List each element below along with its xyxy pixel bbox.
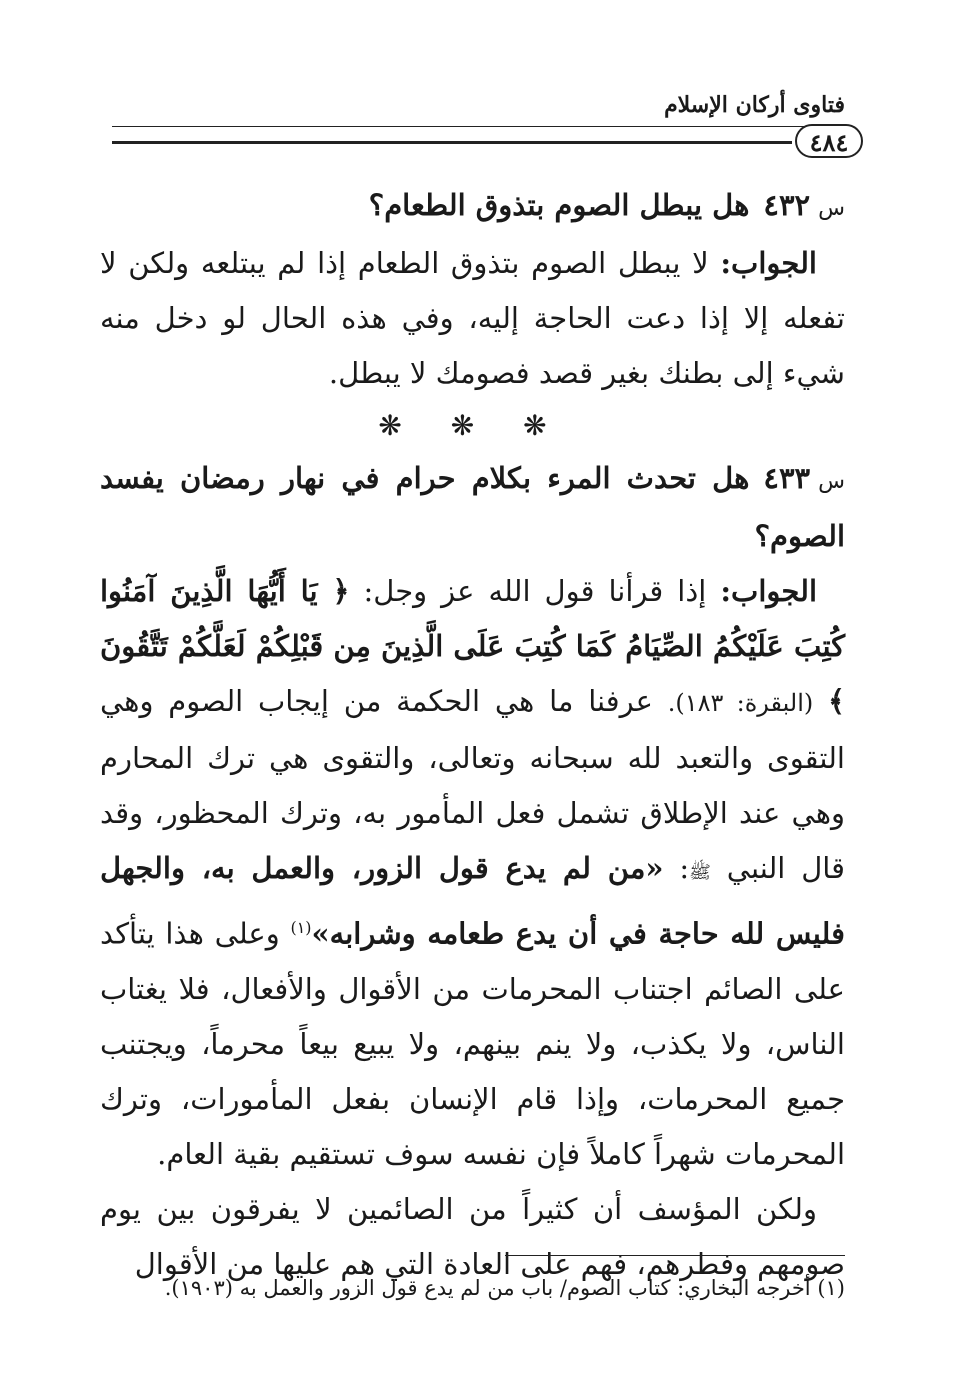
quran-reference: (البقرة: ١٨٣).: [667, 689, 814, 717]
answer-text-part2: وعلى هذا يتأكد على الصائم اجتناب المحرمات من الأقوال والأفعال، فلا يغتاب الناس، ولا يكذب، ولا ينم بينهم، ولا يبيع بيعاً محرماً، ويجتنب جميع المحرمات، وإذا قام الإنسان بفعل المأمورات، وترك المحرمات شهراً كاملاً فإن نفسه سوف تستقيم بقية العام.: [100, 916, 845, 1171]
answer-label: الجواب:: [720, 246, 817, 280]
header-rule-thick: [112, 141, 792, 144]
question-mark-symbol: س: [818, 469, 845, 494]
answer-label: الجواب:: [720, 574, 818, 608]
page-number: ٤٨٤: [795, 124, 863, 158]
quran-verse: ﴿ يَا أَيُّهَا الَّذِينَ آمَنُوا كُتِبَ عَلَيْكُمُ الصِّيَامُ كَمَا كُتِبَ عَلَى الَّذِينَ مِن قَبْلِكُمْ لَعَلَّكُمْ تَتَّقُونَ ﴾: [100, 574, 846, 718]
salutation-symbol: ﷺ: [689, 862, 711, 883]
question-text: هل يبطل الصوم بتذوق الطعام؟: [368, 188, 750, 222]
answer-433: [100, 564, 845, 1182]
footnote-rule: [505, 1255, 845, 1256]
page-body: [100, 178, 845, 1292]
header-rule-thin: [112, 126, 845, 127]
section-separator: ❋ ❋ ❋: [378, 409, 567, 442]
question-432: [100, 178, 845, 236]
running-title: فتاوى أركان الإسلام: [664, 92, 845, 118]
question-number: ٤٣٣: [763, 461, 811, 495]
hadith-quote: «من لم يدع قول الزور، والعمل به، والجهل فليس لله حاجة في أن يدع طعامه وشرابه»: [100, 851, 846, 951]
answer-intro: إذا قرأنا قول الله عز وجل:: [363, 574, 707, 608]
question-433: [100, 451, 845, 564]
footnote: (١) أخرجه البخاري: كتاب الصوم/ باب من لم يدع قول الزور والعمل به (١٩٠٣).: [164, 1276, 845, 1300]
colon: :: [679, 851, 690, 885]
answer-paragraph-2: ولكن المؤسف أن كثيراً من الصائمين لا يفرقون بين يوم صومهم وفطرهم، فهم على العادة التي هم عليها من الأقوال: [100, 1191, 845, 1281]
answer-432: [100, 236, 845, 401]
answer-text-part1: عرفنا ما هي الحكمة من إيجاب الصوم وهي التقوى والتعبد لله سبحانه وتعالى، والتقوى هي ترك المحارم وهي عند الإطلاق تشمل فعل المأمور به، وترك المحظور، وقد قال النبي: [100, 684, 846, 885]
question-number: ٤٣٢: [763, 188, 811, 222]
footnote-marker[interactable]: (١): [290, 918, 312, 937]
answer-text: لا يبطل الصوم بتذوق الطعام إذا لم يبتلعه ولكن لا تفعله إلا إذا دعت الحاجة إليه، وفي هذه الحال لو دخل منه شيء إلى بطنك بغير قصد فصومك لا يبطل.: [100, 246, 845, 390]
question-mark-symbol: س: [818, 196, 845, 221]
question-text: هل تحدث المرء بكلام حرام في نهار رمضان يفسد الصوم؟: [100, 461, 845, 553]
